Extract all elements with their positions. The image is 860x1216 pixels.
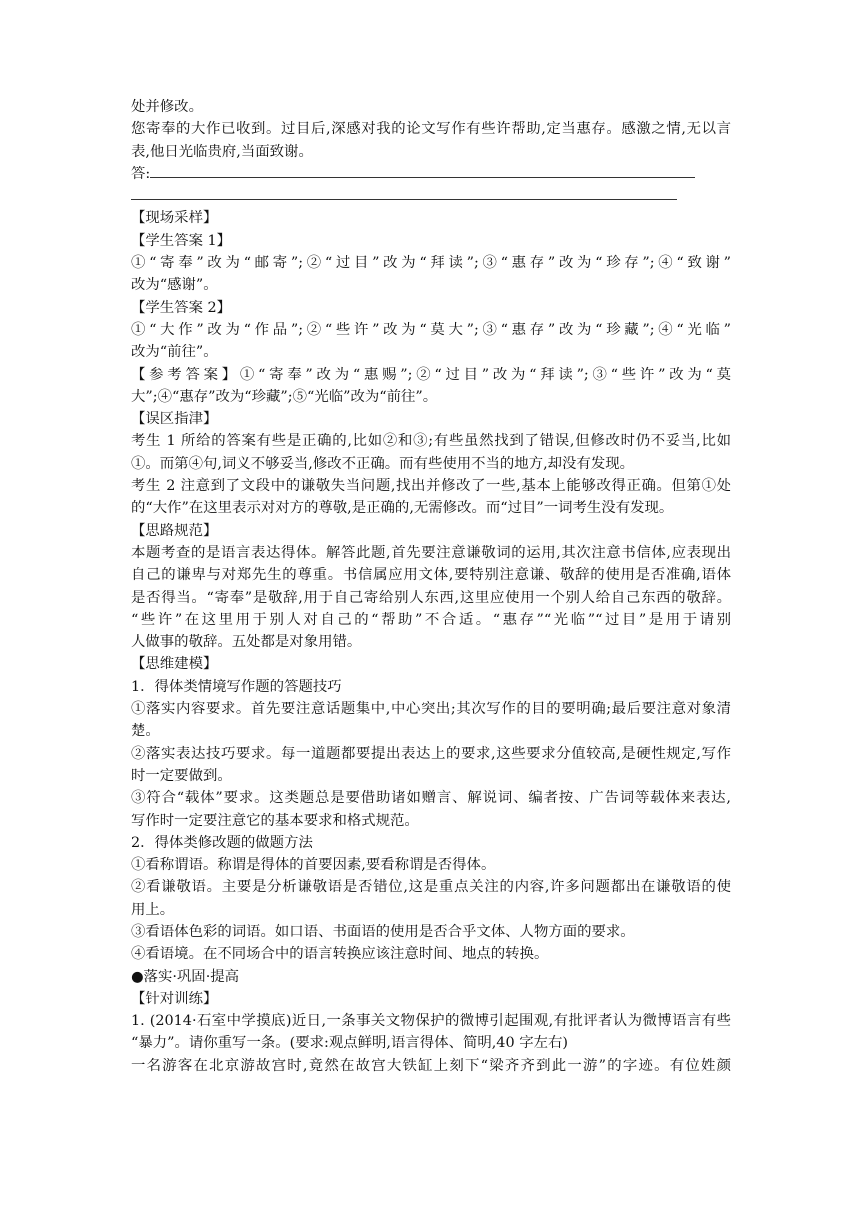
text-line: ④看语境。在不同场合中的语言转换应该注意时间、地点的转换。	[131, 946, 549, 963]
text-line: 写作时一定要注意它的基本要求和格式规范。	[131, 812, 419, 829]
text-line: 改为“感谢”。	[131, 277, 218, 294]
text-line: ③符合“载体”要求。这类题总是要借助诸如赠言、解说词、编者按、广告词等载体来表达,	[131, 790, 731, 807]
text-line: 【思路规范】	[131, 522, 218, 539]
text-line: ②落实表达技巧要求。每一道题都要提出表达上的要求,这些要求分值较高,是硬性规定,写作	[131, 745, 731, 762]
text-line	[131, 185, 731, 207]
text-line: 您寄奉的大作已收到。过目后,深感对我的论文写作有些许帮助,定当惠存。感激之情,无以言	[131, 121, 731, 138]
answer-blank-line[interactable]	[150, 163, 695, 178]
text-line: 【学生答案 2】	[131, 299, 232, 316]
text-line: 自己的谦卑与对郑先生的尊重。书信属应用文体,要特别注意谦、敬辞的使用是否准确,语体	[131, 567, 731, 584]
text-line: 改为“前往”。	[131, 344, 218, 361]
text-line: ●落实·巩固·提高	[131, 968, 240, 985]
text-line: “暴力”。请你重写一条。(要求:观点鲜明,语言得体、简明,40 字左右)	[131, 1035, 568, 1052]
text-line: ②看谦敬语。主要是分析谦敬语是否错位,这是重点关注的内容,许多问题都出在谦敬语的使	[131, 879, 731, 896]
text-line: ③看语体色彩的词语。如口语、书面语的使用是否合乎文体、人物方面的要求。	[131, 923, 635, 940]
text-line: 【学生答案 1】	[131, 232, 232, 249]
text-line: ①。而第④句,词义不够妥当,修改不正确。而有些使用不当的地方,却没有发现。	[131, 455, 635, 472]
text-line: ①落实内容要求。首先要注意话题集中,中心突出;其次写作的目的要明确;最后要注意对象清	[131, 701, 731, 718]
text-line: 【思维建模】	[131, 656, 218, 673]
text-line: 1. (2014·石室中学摸底)近日,一条事关文物保护的微博引起围观,有批评者认为微博语言有些	[131, 1013, 731, 1030]
answer-blank-line[interactable]	[131, 185, 677, 200]
text-line: 表,他日光临贵府,当面致谢。	[131, 143, 313, 160]
text-line: 考生 2 注意到了文段中的谦敬失当问题,找出并修改了一些,基本上能够改得正确。但第①处	[131, 478, 731, 495]
text-line: 1．得体类情境写作题的答题技巧	[131, 678, 342, 695]
text-line	[131, 163, 731, 185]
text-line: 本题考查的是语言表达得体。解答此题,首先要注意谦敬词的运用,其次注意书信体,应表现出	[131, 544, 731, 561]
document-body	[131, 96, 731, 1077]
text-line: ①“寄奉”改为“邮寄”;②“过目”改为“拜读”;③“惠存”改为“珍存”;④“致谢”	[131, 255, 731, 272]
text-line: 考生 1 所给的答案有些是正确的,比如②和③;有些虽然找到了错误,但修改时仍不妥当,比如	[131, 433, 731, 450]
text-line: 【针对训练】	[131, 990, 218, 1007]
answer-label: 答:	[131, 165, 151, 182]
text-line: ①“大作”改为“作品”;②“些许”改为“莫大”;③“惠存”改为“珍藏”;④“光临”	[131, 321, 731, 338]
text-line: ①看称谓语。称谓是得体的首要因素,要看称谓是否得体。	[131, 857, 496, 874]
text-line: 人做事的敬辞。五处都是对象用错。	[131, 634, 362, 651]
text-line: 【参考答案】①“寄奉”改为“惠赐”;②“过目”改为“拜读”;③“些许”改为“莫	[131, 366, 731, 383]
text-line: 大”;④“惠存”改为“珍藏”;⑤“光临”改为“前往”。	[131, 388, 438, 405]
text-line: 用上。	[131, 901, 175, 918]
text-line: 处并修改。	[131, 99, 203, 115]
text-line: 【误区指津】	[131, 411, 218, 428]
text-line: 楚。	[131, 723, 160, 740]
text-line: 【现场采样】	[131, 210, 218, 227]
text-line: “些许”在这里用于别人对自己的“帮助”不合适。“惠存”“光临”“过目”是用于请别	[131, 611, 731, 628]
text-line: 的“大作”在这里表示对对方的尊敬,是正确的,无需修改。而“过目”一词考生没有发现。	[131, 500, 674, 517]
text-line: 时一定要做到。	[131, 767, 232, 784]
text-line: 2．得体类修改题的做题方法	[131, 834, 313, 851]
text-line: 一名游客在北京游故宫时,竟然在故宫大铁缸上刻下“梁齐齐到此一游”的字迹。有位姓颜	[131, 1057, 731, 1074]
text-line: 是否得当。“寄奉”是敬辞,用于自己寄给别人东西,这里应使用一个别人给自己东西的敬辞。	[131, 589, 731, 606]
